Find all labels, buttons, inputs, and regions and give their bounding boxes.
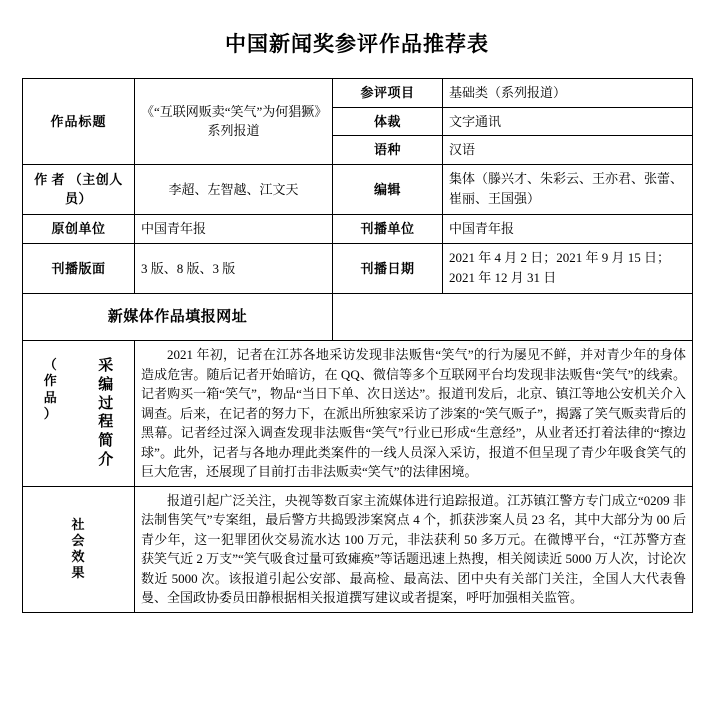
authors-label-sub: （主创人员）	[64, 171, 123, 207]
table-row	[23, 79, 693, 108]
editor-label: 编辑	[333, 164, 443, 215]
language-label: 语种	[333, 136, 443, 165]
publish-unit-label: 刊播单位	[333, 215, 443, 244]
process-intro-text	[135, 341, 693, 487]
process-intro-paren-0: （	[43, 357, 58, 373]
table-row	[23, 243, 693, 294]
process-intro-char-1: 编	[98, 376, 115, 393]
table-row	[23, 341, 693, 487]
authors-value: 李超、左智越、江文天	[135, 164, 333, 215]
review-item-value: 基础类（系列报道）	[443, 79, 693, 108]
process-intro-paren-2: 品	[43, 389, 58, 405]
table-row	[23, 164, 693, 215]
process-intro-char-0: 采	[98, 358, 115, 375]
publish-unit-value: 中国青年报	[443, 215, 693, 244]
authors-label	[23, 164, 135, 215]
work-title-label: 作品标题	[23, 79, 135, 165]
original-unit-value: 中国青年报	[135, 215, 333, 244]
social-effect-paragraph: 报道引起广泛关注，央视等数百家主流媒体进行追踪报道。江苏镇江警方专门成立“0209 非法制售笑气”专案组，最后警方共捣毁涉案窝点 4 个，抓获涉案人员 23 名，其中大部分为 00 后青少年，这一犯罪团伙交易流水达 100 万元，非法获利 50 多万元。在微博平台，“江苏警方查获笑气近 2 万支”“笑气吸食过量可致瘫痪”等话题迅速上热搜，相关阅读近 5000 万人次，讨论次数近 5000 次。该报道引起公安部、最高检、最高法、团中央有关部门关注，全国人大代表鲁曼、全国政协委员田静根据相关报道撰写建议或者提案，呼吁加强相关监管。	[141, 492, 686, 606]
recommendation-form-table	[22, 78, 693, 613]
publish-page-value: 3 版、8 版、3 版	[135, 243, 333, 294]
page-title: 中国新闻奖参评作品推荐表	[225, 32, 489, 56]
process-intro-char-4: 简	[98, 433, 115, 450]
new-media-url-label: 新媒体作品填报网址	[23, 294, 333, 341]
social-effect-text	[135, 486, 693, 612]
social-effect-label	[23, 486, 135, 612]
process-intro-char-5: 介	[98, 451, 115, 468]
social-effect-char-3: 果	[71, 565, 86, 581]
work-title-line-2: 系列报道	[207, 123, 260, 139]
original-unit-label: 原创单位	[23, 215, 135, 244]
table-row	[23, 215, 693, 244]
process-intro-char-2: 过	[98, 395, 115, 412]
social-effect-char-0: 社	[71, 516, 86, 532]
authors-label-main: 作 者	[34, 171, 65, 187]
work-title-value	[135, 79, 333, 165]
review-item-label: 参评项目	[333, 79, 443, 108]
genre-value: 文字通讯	[443, 107, 693, 136]
genre-label: 体裁	[333, 107, 443, 136]
process-intro-label	[23, 341, 135, 487]
social-effect-char-1: 会	[71, 532, 86, 548]
process-intro-paragraph: 2021 年初，记者在江苏各地采访发现非法贩售“笑气”的行为屡见不鲜，并对青少年的身体造成危害。随后记者开始暗访，在 QQ、微信等多个互联网平台均发现非法贩售“笑气”的线索。记者购买一箱“笑气”，物品“当日下单、次日送达”。报道刊发后，北京、镇江等地公安机关介入调查。后来，在记者的努力下，在派出所独家采访了涉案的“笑气贩子”，揭露了笑气贩卖背后的黑幕。记者经过深入调查发现非法贩售“笑气”行业已形成“生意经”，从业者还打着法律的“擦边球”。此外，记者与各地办理此类案件的一线人员深入采访，报道不但呈现了青少年吸食笑气的巨大危害，还展现了目前打击非法贩卖“笑气”的法律困境。	[141, 347, 686, 480]
work-title-line-1: 《“互联网贩卖“笑气”为何猖獗》	[141, 103, 328, 119]
process-intro-paren-1: 作	[43, 373, 58, 389]
process-intro-char-3: 程	[98, 414, 115, 431]
language-value: 汉语	[443, 136, 693, 165]
social-effect-char-2: 效	[71, 549, 86, 565]
publish-date-label: 刊播日期	[333, 243, 443, 294]
table-row	[23, 486, 693, 612]
new-media-url-value[interactable]	[333, 294, 693, 341]
process-intro-paren-3: ）	[43, 405, 58, 421]
publish-date-value: 2021 年 4 月 2 日；2021 年 9 月 15 日；2021 年 12 月 31 日	[443, 243, 693, 294]
table-row	[23, 294, 693, 341]
editor-value: 集体（滕兴才、朱彩云、王亦君、张蕾、崔丽、王国强）	[443, 164, 693, 215]
publish-page-label: 刊播版面	[23, 243, 135, 294]
